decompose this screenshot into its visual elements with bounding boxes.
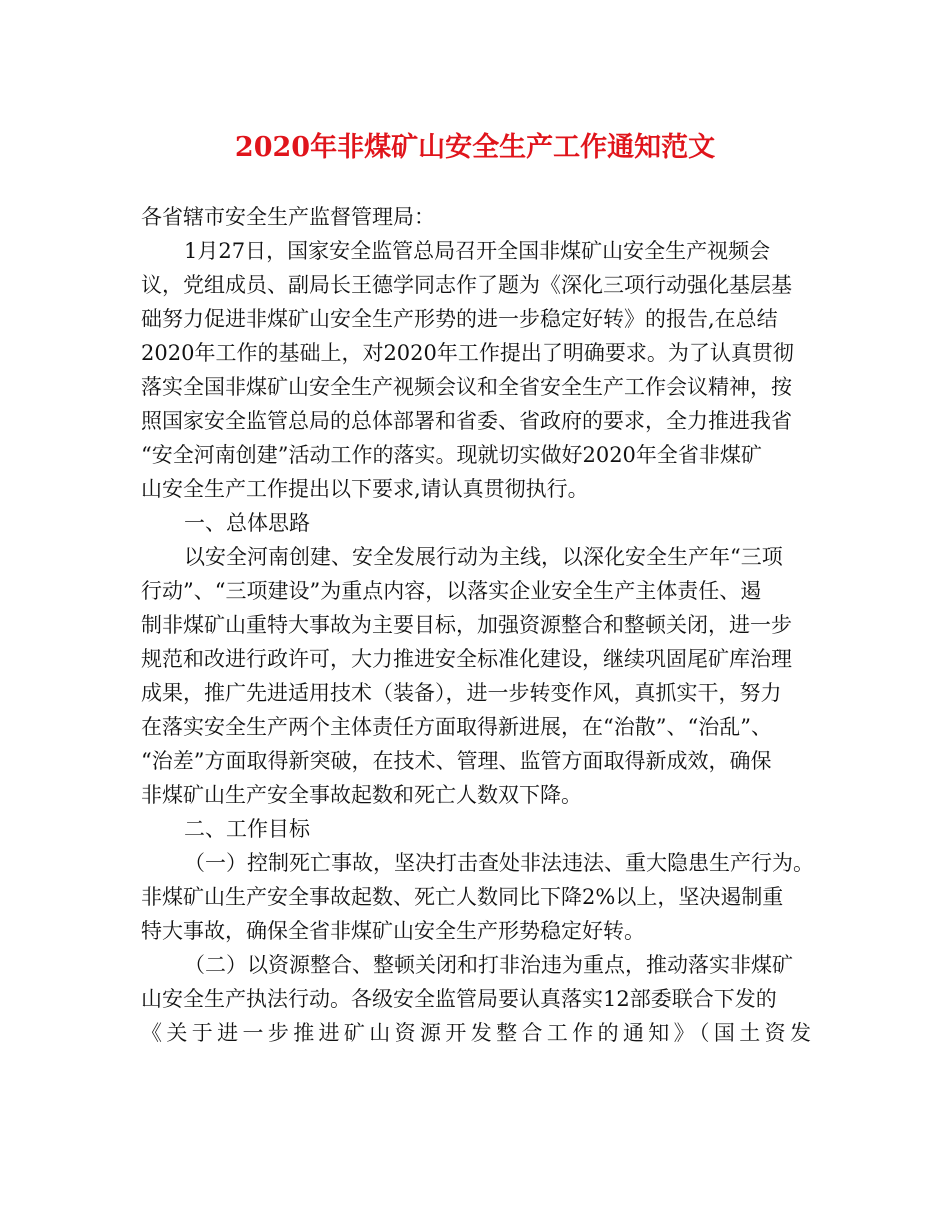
paragraph-line: （二）以资源整合、整顿关闭和打非治违为重点，推动落实非煤矿 (184, 953, 793, 977)
salutation: 各省辖市安全生产监督管理局： (141, 205, 435, 229)
paragraph-line: 落实全国非煤矿山安全生产视频会议和全省安全生产工作会议精神，按 (141, 375, 792, 399)
paragraph-line: 《关于进一步推进矿山资源开发整合工作的通知》（国土资发 (141, 1021, 811, 1045)
paragraph-line: 非煤矿山生产安全事故起数和死亡人数双下降。 (141, 783, 582, 807)
paragraph-line: “治差”方面取得新突破，在技术、管理、监管方面取得新成效，确保 (141, 749, 772, 773)
paragraph-line: 照国家安全监管总局的总体部署和省委、省政府的要求，全力推进我省 (141, 409, 792, 433)
document-title: 2020年非煤矿山安全生产工作通知范文 (234, 132, 716, 163)
document-body (141, 200, 831, 1050)
paragraph-line: 2020年工作的基础上，对2020年工作提出了明确要求。为了认真贯彻 (141, 341, 794, 365)
paragraph-line: 非煤矿山生产安全事故起数、死亡人数同比下降2%以上，坚决遏制重 (141, 885, 784, 909)
paragraph-line: （一）控制死亡事故，坚决打击查处非法违法、重大隐患生产行为。 (184, 851, 814, 875)
paragraph-line: 山安全生产执法行动。各级安全监管局要认真落实12部委联合下发的 (141, 987, 777, 1011)
paragraph-line: 规范和改进行政许可，大力推进安全标准化建设，继续巩固尾矿库治理 (141, 647, 792, 671)
section-heading: 一、总体思路 (184, 511, 310, 535)
paragraph-line: 特大事故，确保全省非煤矿山安全生产形势稳定好转。 (141, 919, 645, 943)
paragraph-line: 以安全河南创建、安全发展行动为主线，以深化安全生产年“三项 (184, 545, 783, 569)
paragraph-line: 在落实安全生产两个主体责任方面取得新进展，在“治散”、“治乱”、 (141, 715, 772, 739)
paragraph-line: 议，党组成员、副局长王德学同志作了题为《深化三项行动强化基层基 (141, 273, 792, 297)
paragraph-line: 行动”、“三项建设”为重点内容，以落实企业安全生产主体责任、遏 (141, 579, 762, 603)
paragraph-line: 1月27日，国家安全监管总局召开全国非煤矿山安全生产视频会 (184, 239, 771, 263)
paragraph-line: 成果，推广先进适用技术（装备），进一步转变作风，真抓实干，努力 (141, 681, 782, 705)
paragraph-line: 制非煤矿山重特大事故为主要目标，加强资源整合和整顿关闭，进一步 (141, 613, 792, 637)
paragraph-line: 山安全生产工作提出以下要求,请认真贯彻执行。 (141, 477, 589, 501)
paragraph-line: “安全河南创建”活动工作的落实。现就切实做好2020年全省非煤矿 (141, 443, 762, 467)
section-heading: 二、工作目标 (184, 817, 310, 841)
paragraph-line: 础努力促进非煤矿山安全生产形势的进一步稳定好转》的报告,在总结 (141, 307, 778, 331)
